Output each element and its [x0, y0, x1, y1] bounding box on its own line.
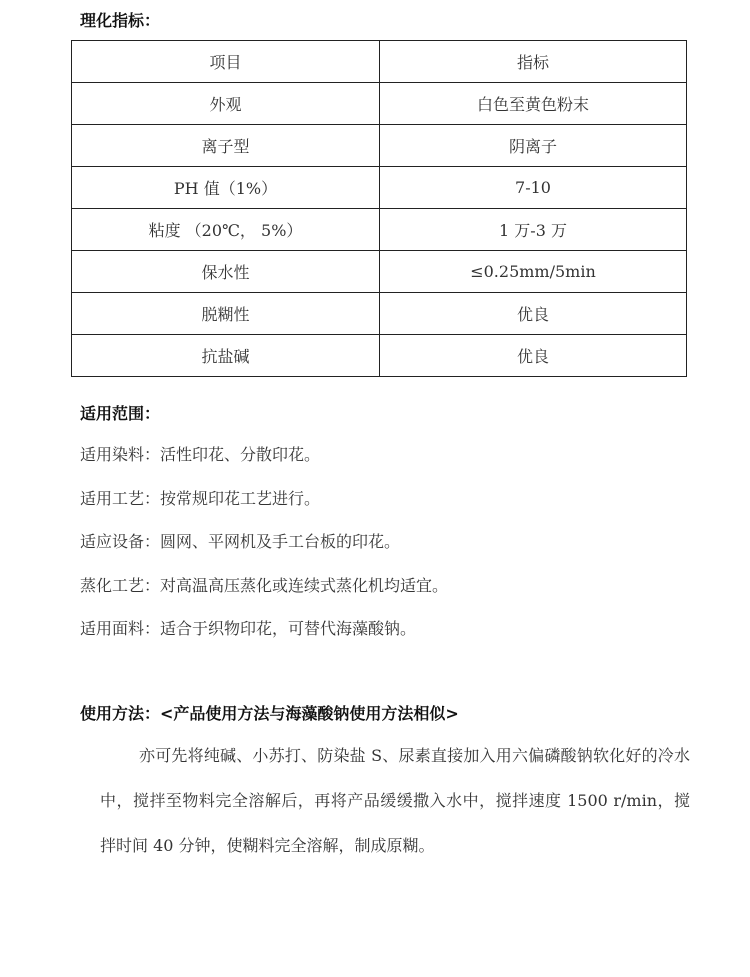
scope-heading: 适用范围： — [80, 404, 161, 423]
value-cell: 阴离子 — [380, 125, 687, 167]
table-row — [72, 293, 687, 335]
scope-list — [80, 440, 448, 658]
item-cell: 保水性 — [72, 251, 380, 293]
value-cell: 优良 — [380, 335, 687, 377]
scope-line-fabric: 适用面料：适合于织物印花，可替代海藻酸钠。 — [80, 619, 417, 638]
value-cell: ≤0.25mm/5min — [380, 251, 687, 293]
scope-line-dyes: 适用染料：活性印花、分散印花。 — [80, 445, 321, 464]
table-row — [72, 209, 687, 251]
method-heading: 使用方法：<产品使用方法与海藻酸钠使用方法相似> — [80, 704, 459, 723]
method-paragraph: 亦可先将纯碱、小苏打、防染盐 S、尿素直接加入用六偏磷酸钠软化好的冷水中，搅拌至物料完全溶解后，再将产品缓缓撒入水中，搅拌速度 1500 r/min，搅拌时间 40 分钟，使糊料完全溶解，制成原糊。 — [100, 746, 690, 855]
table-row — [72, 251, 687, 293]
scope-line-equipment: 适应设备：圆网、平网机及手工台板的印花。 — [80, 532, 401, 551]
value-cell: 优良 — [380, 293, 687, 335]
table-row — [72, 167, 687, 209]
spec-heading: 理化指标： — [80, 11, 161, 30]
item-cell: 抗盐碱 — [72, 335, 380, 377]
value-cell: 白色至黄色粉末 — [380, 83, 687, 125]
item-cell: 外观 — [72, 83, 380, 125]
table-row — [72, 125, 687, 167]
header-value-cell: 指标 — [380, 41, 687, 83]
header-item-cell: 项目 — [72, 41, 380, 83]
table-row — [72, 83, 687, 125]
item-cell: 粘度 （20℃， 5%） — [72, 209, 380, 251]
item-cell: PH 值（1%） — [72, 167, 380, 209]
value-cell: 1 万-3 万 — [380, 209, 687, 251]
table-header-row — [72, 41, 687, 83]
item-cell: 离子型 — [72, 125, 380, 167]
value-cell: 7-10 — [380, 167, 687, 209]
item-cell: 脱糊性 — [72, 293, 380, 335]
spec-table — [71, 40, 687, 377]
scope-line-process: 适用工艺：按常规印花工艺进行。 — [80, 488, 321, 508]
table-row — [72, 335, 687, 377]
scope-line-steaming: 蒸化工艺：对高温高压蒸化或连续式蒸化机均适宜。 — [80, 575, 449, 595]
